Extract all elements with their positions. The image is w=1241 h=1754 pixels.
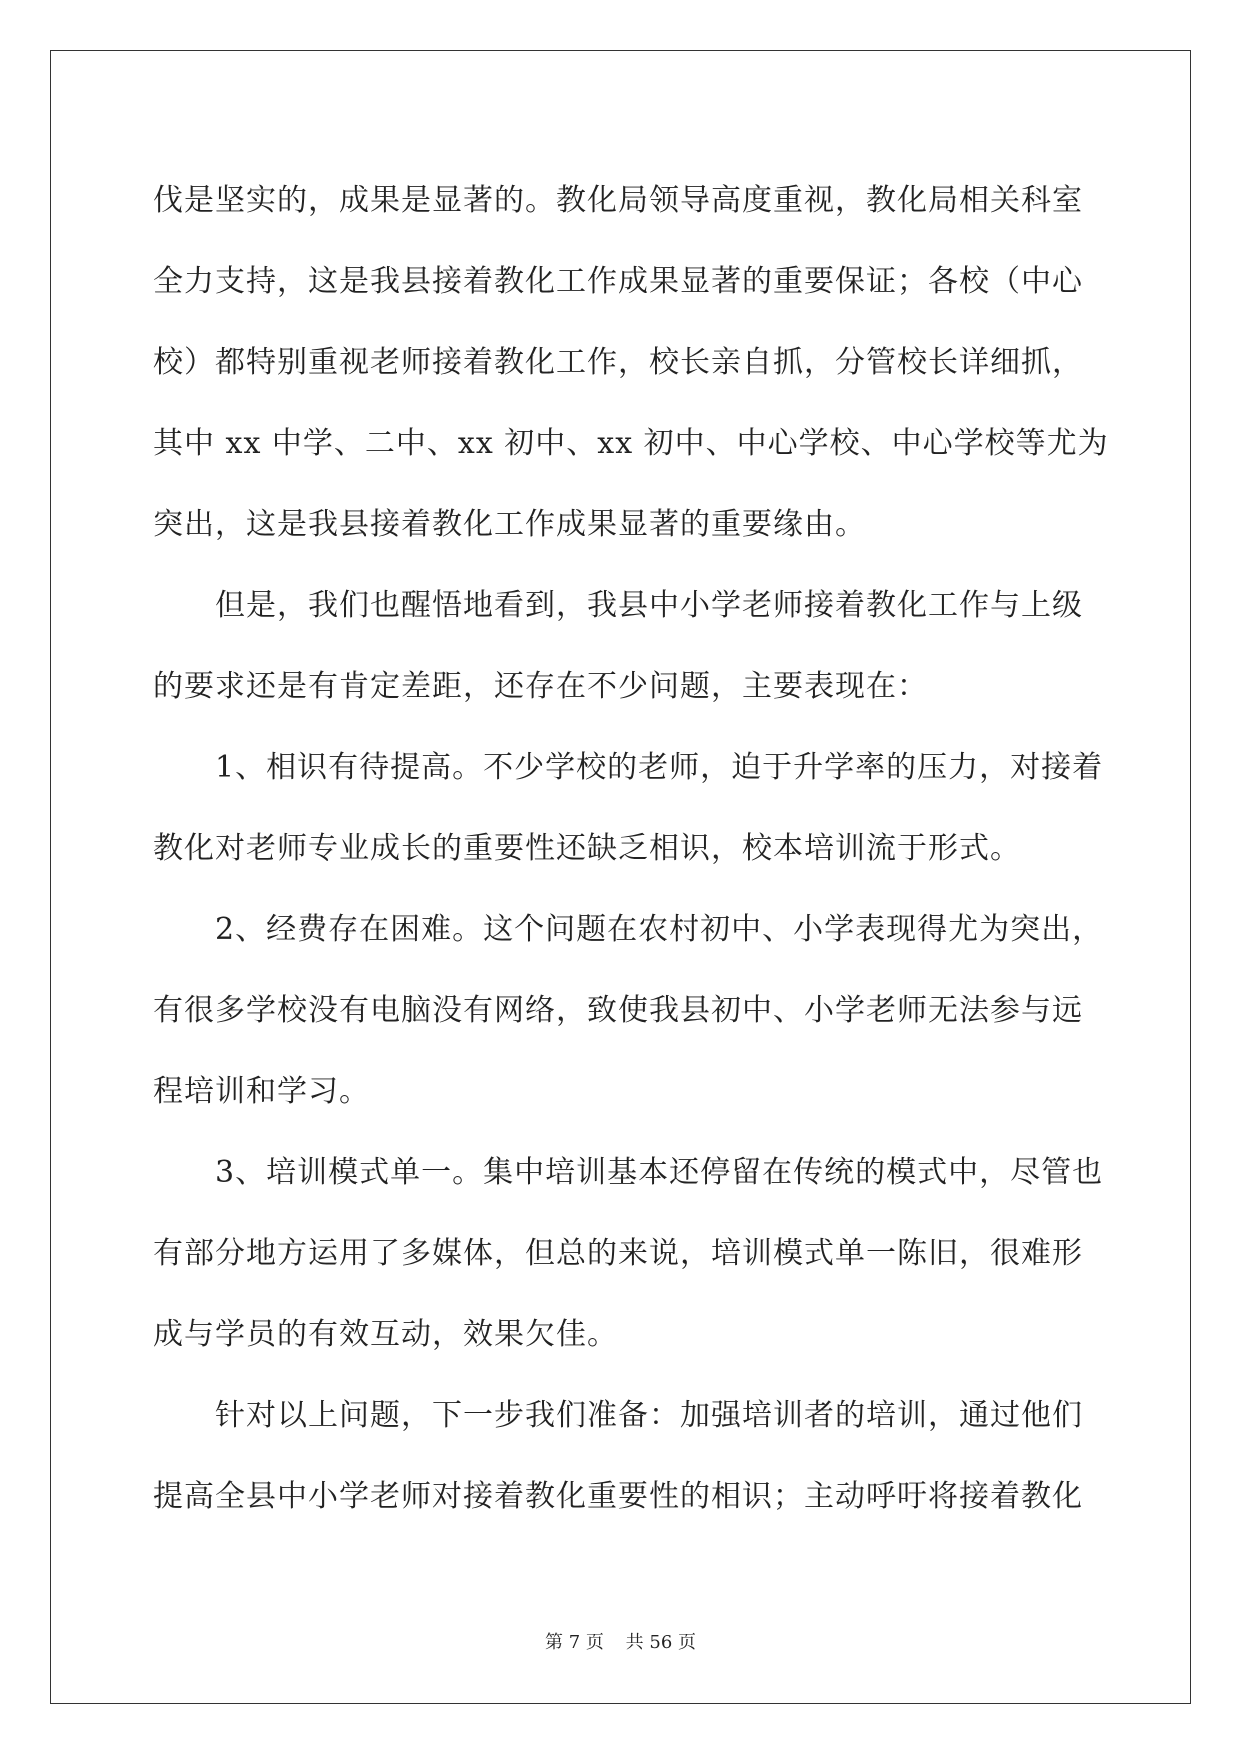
page-number: 第 7 页 — [545, 1632, 604, 1653]
text-line: 针对以上问题，下一步我们准备：加强培训者的培训，通过他们 — [215, 1398, 1083, 1433]
document-body — [153, 160, 1109, 1537]
text-line: 但是，我们也醒悟地看到，我县中小学老师接着教化工作与上级 — [215, 588, 1083, 623]
text-line: 伐是坚实的，成果是显著的。教化局领导高度重视，教化局相关科室 — [153, 183, 1083, 218]
text-line: 突出，这是我县接着教化工作成果显著的重要缘由。 — [153, 507, 866, 542]
text-line: 有很多学校没有电脑没有网络，致使我县初中、小学老师无法参与远 — [153, 993, 1083, 1028]
text-line: 程培训和学习。 — [153, 1074, 370, 1109]
text-line: 校）都特别重视老师接着教化工作，校长亲自抓，分管校长详细抓， — [153, 345, 1083, 380]
page-footer — [0, 1628, 1241, 1654]
text-line: 有部分地方运用了多媒体，但总的来说，培训模式单一陈旧，很难形 — [153, 1236, 1083, 1271]
text-line: 的要求还是有肯定差距，还存在不少问题，主要表现在： — [153, 669, 928, 704]
text-line: 3、培训模式单一。集中培训基本还停留在传统的模式中，尽管也 — [215, 1155, 1104, 1190]
text-line: 全力支持，这是我县接着教化工作成果显著的重要保证；各校（中心 — [153, 264, 1083, 299]
text-line: 教化对老师专业成长的重要性还缺乏相识，校本培训流于形式。 — [153, 831, 1021, 866]
text-line: 其中 xx 中学、二中、xx 初中、xx 初中、中心学校、中心学校等尤为 — [153, 426, 1109, 461]
text-line: 成与学员的有效互动，效果欠佳。 — [153, 1317, 618, 1352]
text-line: 2、经费存在困难。这个问题在农村初中、小学表现得尤为突出， — [215, 912, 1104, 947]
text-line: 1、相识有待提高。不少学校的老师，迫于升学率的压力，对接着 — [215, 750, 1104, 785]
page-total: 共 56 页 — [625, 1632, 696, 1653]
text-line: 提高全县中小学老师对接着教化重要性的相识；主动呼吁将接着教化 — [153, 1479, 1083, 1514]
